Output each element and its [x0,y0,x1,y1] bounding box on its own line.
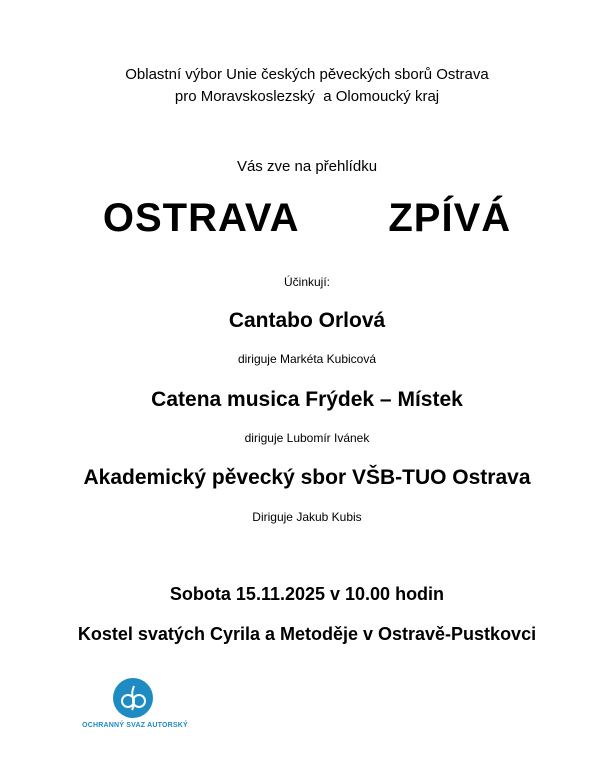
choir-name: Akademický pěvecký sbor VŠB-TUO Ostrava [83,466,531,489]
osa-logo-icon [113,678,153,718]
event-title: OSTRAVA ZPÍVÁ [102,196,512,240]
choir-conductor: Diriguje Jakub Kubis [252,510,362,524]
performers-label: Účinkují: [283,275,330,289]
organizer-block [0,64,614,108]
osa-logo-text: OCHRANNÝ SVAZ AUTORSKÝ [82,722,188,729]
invitation-text: Vás zve na přehlídku [236,158,378,175]
choir-name: Catena musica Frýdek – Místek [151,388,463,411]
event-venue: Kostel svatých Cyrila a Metoděje v Ostravě-Pustkovci [77,624,537,644]
choir-conductor: diriguje Lubomír Ivánek [244,431,370,445]
event-date-time: Sobota 15.11.2025 v 10.00 hodin [169,584,445,604]
organizer-line-1: Oblastní výbor Unie českých pěveckých sborů Ostrava [125,66,489,83]
choir-name: Cantabo Orlová [228,309,386,332]
choir-conductor: diriguje Markéta Kubicová [237,352,377,366]
organizer-line-2: pro Moravskoslezský a Olomoucký kraj [174,88,440,105]
